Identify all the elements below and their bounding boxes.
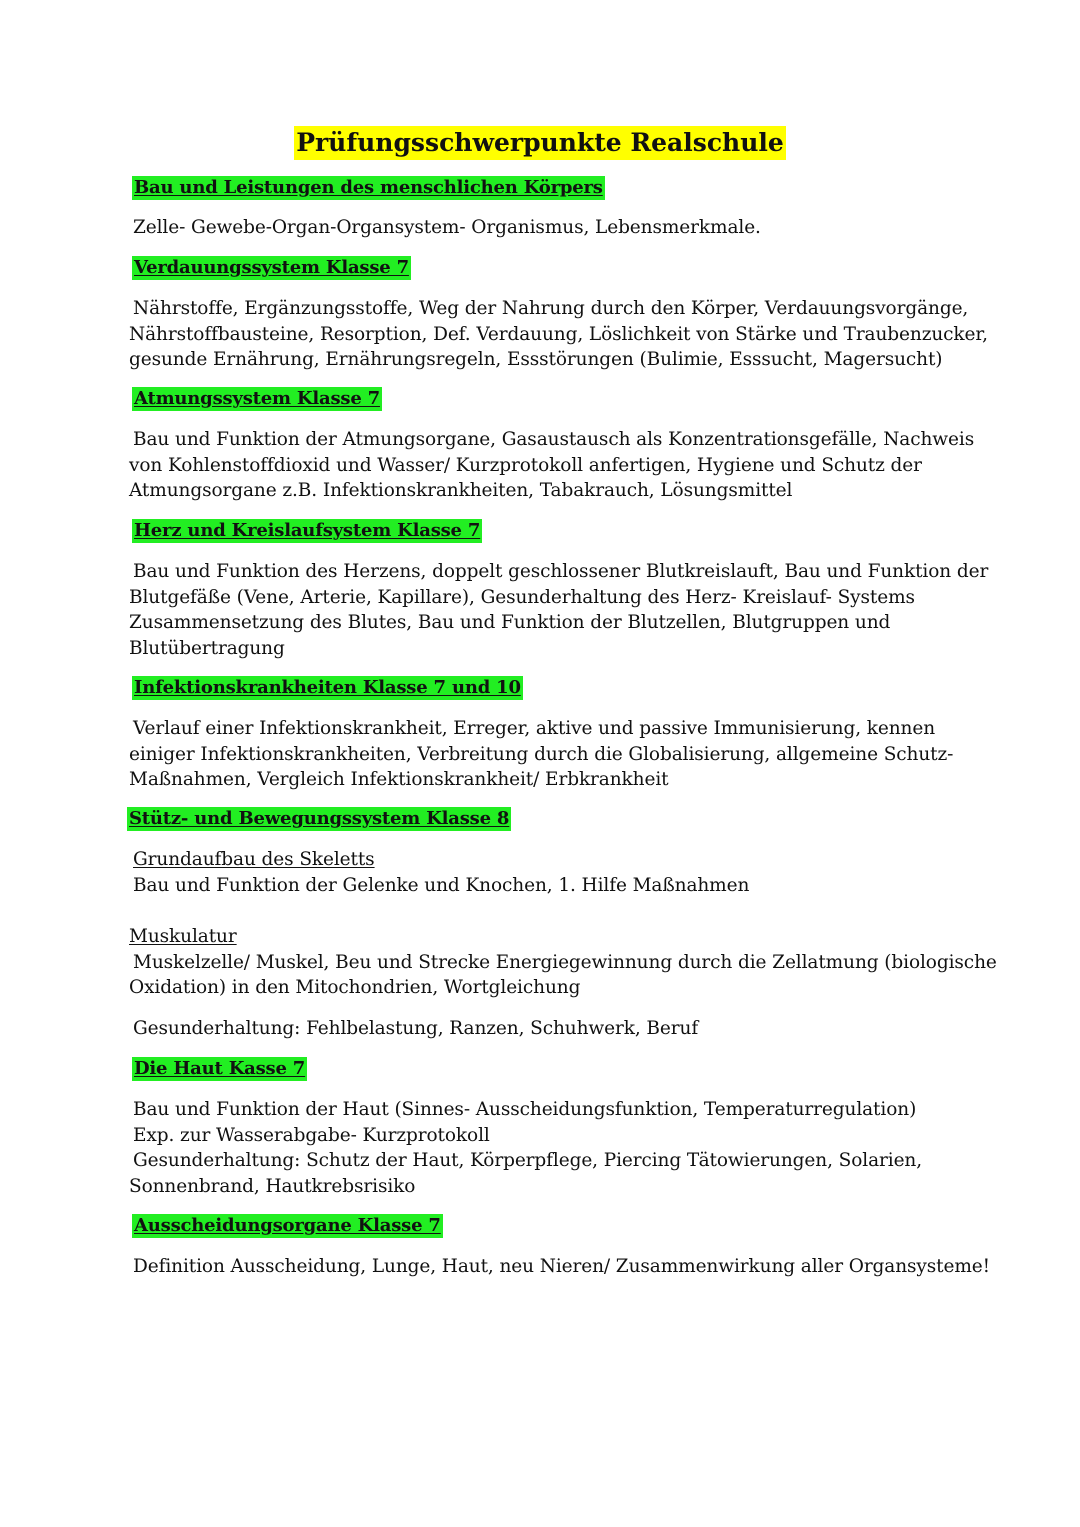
section-text-haut (129, 1097, 959, 1199)
text-line: Gesunderhaltung: Fehlbelastung, Ranzen, Schuhwerk, Beruf (133, 1018, 699, 1039)
text-line: Maßnahmen, Vergleich Infektionskrankheit/ Erbkrankheit (129, 769, 669, 790)
text-line: Muskelzelle/ Muskel, Beu und Strecke Energiegewinnung durch die Zellatmung (biologische (133, 951, 997, 973)
title-wrap (0, 126, 1080, 160)
subheading-skelett: Grundaufbau des Skeletts (133, 849, 375, 870)
text-line: Gesunderhaltung: Schutz der Haut, Körperpflege, Piercing Tätowierungen, Solarien, (133, 1150, 923, 1171)
text-line: Blutgefäße (Vene, Arterie, Kapillare), Gesunderhaltung des Herz- Kreislauf- Systems (129, 586, 915, 608)
text-line: Zusammensetzung des Blutes, Bau und Funktion der Blutzellen, Blutgruppen und (129, 612, 891, 633)
section-heading-herz: Herz und Kreislaufsystem Klasse 7 (134, 520, 481, 541)
text-line: einiger Infektionskrankheiten, Verbreitung durch die Globalisierung, allgemeine Schutz- (129, 743, 954, 765)
section-heading-ausscheidung: Ausscheidungsorgane Klasse 7 (134, 1215, 441, 1236)
section-text-muskulatur (129, 924, 997, 1001)
text-line: Oxidation) in den Mitochondrien, Wortgleichung (129, 977, 581, 998)
text-line: Blutübertragung (129, 637, 285, 659)
text-line: Definition Ausscheidung, Lunge, Haut, neu Nieren/ Zusammenwirkung aller Organsysteme! (133, 1256, 990, 1277)
text-line: Zelle- Gewebe-Organ-Organsystem- Organismus, Lebensmerkmale. (133, 217, 761, 238)
text-line: von Kohlenstoffdioxid und Wasser/ Kurzprotokoll anfertigen, Hygiene und Schutz der (129, 454, 922, 476)
text-line: Sonnenbrand, Hautkrebsrisiko (129, 1175, 416, 1197)
section-heading-koerper: Bau und Leistungen des menschlichen Körpers (134, 177, 603, 198)
text-line: Bau und Funktion der Gelenke und Knochen, 1. Hilfe Maßnahmen (133, 874, 750, 896)
section-heading-haut: Die Haut Kasse 7 (134, 1058, 306, 1079)
section-heading-infektion: Infektionskrankheiten Klasse 7 und 10 (134, 677, 521, 698)
section-text-skelett (129, 847, 959, 898)
section-text-atmung (129, 427, 975, 504)
text-line: Bau und Funktion der Atmungsorgane, Gasaustausch als Konzentrationsgefälle, Nachweis (133, 429, 975, 450)
section-text-gesunderhaltung (129, 1016, 959, 1042)
page-title: Prüfungsschwerpunkte Realschule (294, 126, 786, 160)
text-line: Exp. zur Wasserabgabe- Kurzprotokoll (133, 1124, 490, 1146)
section-heading-stuetz: Stütz- und Bewegungssystem Klasse 8 (129, 808, 510, 829)
section-heading-atmung: Atmungssystem Klasse 7 (134, 388, 380, 409)
section-text-ausscheidung (129, 1254, 990, 1280)
section-text-verdauung (129, 296, 988, 373)
section-text-herz (129, 559, 989, 661)
text-line: Nährstoffe, Ergänzungsstoffe, Weg der Nahrung durch den Körper, Verdauungsvorgänge, (133, 298, 969, 319)
text-line: Bau und Funktion der Haut (Sinnes- Ausscheidungsfunktion, Temperaturregulation) (133, 1099, 917, 1120)
text-line: Verlauf einer Infektionskrankheit, Erreger, aktive und passive Immunisierung, kennen (133, 718, 936, 739)
text-line: Atmungsorgane z.B. Infektionskrankheiten, Tabakrauch, Lösungsmittel (129, 480, 793, 501)
text-line: Nährstoffbausteine, Resorption, Def. Verdauung, Löslichkeit von Stärke und Traubenzucker, (129, 323, 988, 345)
text-line: gesunde Ernährung, Ernährungsregeln, Essstörungen (Bulimie, Esssucht, Magersucht) (129, 349, 943, 370)
subheading-muskulatur: Muskulatur (129, 926, 237, 947)
section-text-koerper (129, 215, 959, 241)
text-line: Bau und Funktion des Herzens, doppelt geschlossener Blutkreislauft, Bau und Funktion der (133, 561, 989, 582)
section-heading-verdauung: Verdauungssystem Klasse 7 (134, 257, 409, 278)
section-text-infektion (129, 716, 959, 793)
